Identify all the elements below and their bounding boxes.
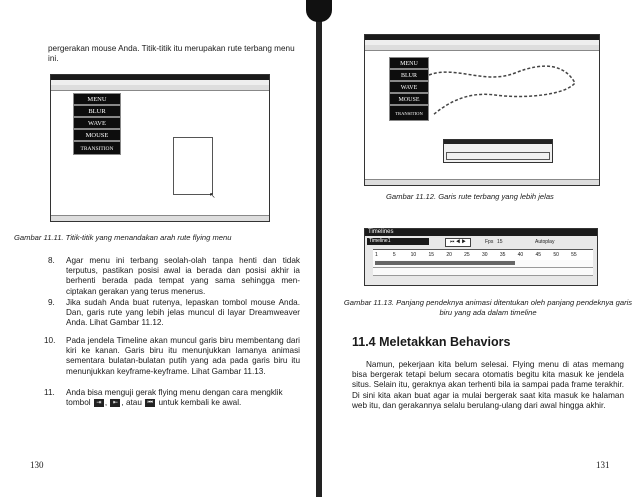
- step-number-11: 11.: [44, 388, 55, 397]
- menu-item-transition: TRANSITION: [389, 105, 429, 121]
- step-number-8: 8.: [48, 256, 55, 265]
- step-10-text: Pada jendela Timeline akan muncul garis biru membentang dari kiri ke kanan. Garis biru itu menunjukkan lamanya animasi sementara bulatan-bulatan putih yang ada pada garis biru itu menunjukkan keyframe-keyframe. Lihat Gambar 11.13.: [66, 336, 300, 376]
- fps-value[interactable]: 15: [497, 239, 503, 245]
- fig-caption-11-11: Gambar 11.11. Titik-titik yang menandakan arah rute flying menu: [14, 233, 232, 242]
- ruler-tick-label: 20: [446, 252, 452, 258]
- ruler-tick-label: 25: [464, 252, 470, 258]
- mouse-cursor-icon: ↖: [209, 191, 216, 200]
- section-heading: 11.4 Meletakkan Behaviors: [352, 335, 511, 349]
- ruler-tick-label: 45: [535, 252, 542, 258]
- ruler-tick-label: 35: [499, 252, 506, 258]
- fig-caption-11-12: Gambar 11.12. Garis rute terbang yang lebih jelas: [386, 192, 554, 201]
- menu-item-transition: TRANSITION: [73, 141, 121, 155]
- window-statusbar: [51, 215, 269, 221]
- ruler-tick-label: 30: [482, 252, 488, 258]
- menu-item-blur: BLUR: [389, 69, 429, 81]
- timeline-track-1[interactable]: [373, 260, 593, 268]
- ruler-tick-label: 5: [392, 252, 396, 258]
- fps-label: Fps: [485, 239, 494, 245]
- page-number-left: 130: [30, 460, 44, 470]
- step-11-text-c: untuk kembali ke awal.: [158, 398, 242, 408]
- flying-menu: [389, 57, 429, 121]
- play-back-icon: ⇤: [110, 399, 120, 407]
- menu-item-menu: MENU: [73, 93, 121, 105]
- menu-item-mouse: MOUSE: [73, 129, 121, 141]
- ruler-tick-label: 55: [571, 252, 577, 258]
- window-toolbar: [365, 45, 599, 51]
- step-11-text: Anda bisa menguji gerak flying menu dengan cara mengklik tombol ⇥ , ⇤ , atau ⏮ untuk kembali ke awal.: [66, 388, 283, 408]
- ruler-tick-label: 15: [428, 252, 435, 258]
- mini-timeline-ruler: [446, 152, 550, 160]
- ruler-tick-label: 10: [410, 252, 417, 258]
- play-forward-icon: ⇥: [94, 399, 104, 407]
- step-11-text-a: Anda bisa menguji gerak flying menu dengan cara mengklik tombol: [66, 388, 283, 408]
- step-9-text: Jika sudah Anda buat rutenya, lepaskan tombol mouse Anda. Dan, garis rute yang lebih jelas muncul di layar Dreamweaver Anda. Lihat Gambar 11.12.: [66, 298, 300, 328]
- left-page: [0, 0, 316, 497]
- flying-menu: [73, 93, 121, 155]
- ruler-tick-label: 1: [375, 252, 378, 258]
- ruler-tick-label: 50: [553, 252, 559, 258]
- section-body: Namun, pekerjaan kita belum selesai. Flying menu di atas memang bisa bergerak tetapi belum secara otomatis begitu kita masuk ke jendela situs. Selain itu, geraknya akan terhenti bila ia sampai pada frame terakhir. Di sini kita akan buat agar ia mulai bergerak saat kita masuk ke halaman web itu, dan gerakannya selalu berulang-ulang dari awal hingga akhir.: [352, 360, 624, 410]
- right-page: [322, 0, 638, 497]
- ruler-tick-label: 40: [517, 252, 524, 258]
- rewind-icon: ⏮: [145, 399, 155, 407]
- fig-caption-11-13: Gambar 11.13. Panjang pendeknya animasi ditentukan oleh panjang pendeknya garis biru yang ada dalam timeline: [343, 298, 633, 317]
- timeline-nav-buttons[interactable]: ⏮ ◀ ▶: [445, 238, 471, 247]
- window-statusbar: [365, 179, 599, 185]
- intro-text: pergerakan mouse Anda. Titik-titik itu merupakan rute terbang menu ini.: [48, 44, 295, 64]
- screenshot-fig-11-12: [364, 34, 600, 186]
- layer-outline: [173, 137, 213, 195]
- menu-item-wave: WAVE: [73, 117, 121, 129]
- step-11-text-b: , atau: [121, 398, 142, 408]
- timeline-select-value: Timeline1: [369, 238, 391, 244]
- timeline-panel: [364, 228, 598, 286]
- mini-timeline-panel: [443, 139, 553, 163]
- page-number-right: 131: [596, 460, 610, 470]
- step-number-9: 9.: [48, 298, 55, 307]
- menu-item-blur: BLUR: [73, 105, 121, 117]
- window-toolbar: [51, 85, 269, 91]
- timeline-titlebar: [365, 229, 597, 236]
- timeline-track-2[interactable]: [373, 268, 593, 276]
- motion-path: [425, 55, 585, 135]
- timeline-select[interactable]: [367, 238, 429, 245]
- step-8-text: Agar menu ini terbang seolah-olah tanpa henti dan tidak terputus, pastikan posisi awal ia berada dan posisi akhir ia berhenti berada pada tempat yang sama sehingga men-ciptakan gerakan yang terus menerus.: [66, 256, 300, 296]
- timeline-title: Timelines: [368, 229, 394, 235]
- menu-item-wave: WAVE: [389, 81, 429, 93]
- menu-item-menu: MENU: [389, 57, 429, 69]
- step-number-10: 10.: [44, 336, 56, 345]
- screenshot-fig-11-11: [50, 74, 270, 222]
- menu-item-mouse: MOUSE: [389, 93, 429, 105]
- mini-timeline-titlebar: [444, 140, 552, 144]
- animation-bar[interactable]: [375, 261, 515, 265]
- autoplay-label[interactable]: Autoplay: [535, 239, 555, 245]
